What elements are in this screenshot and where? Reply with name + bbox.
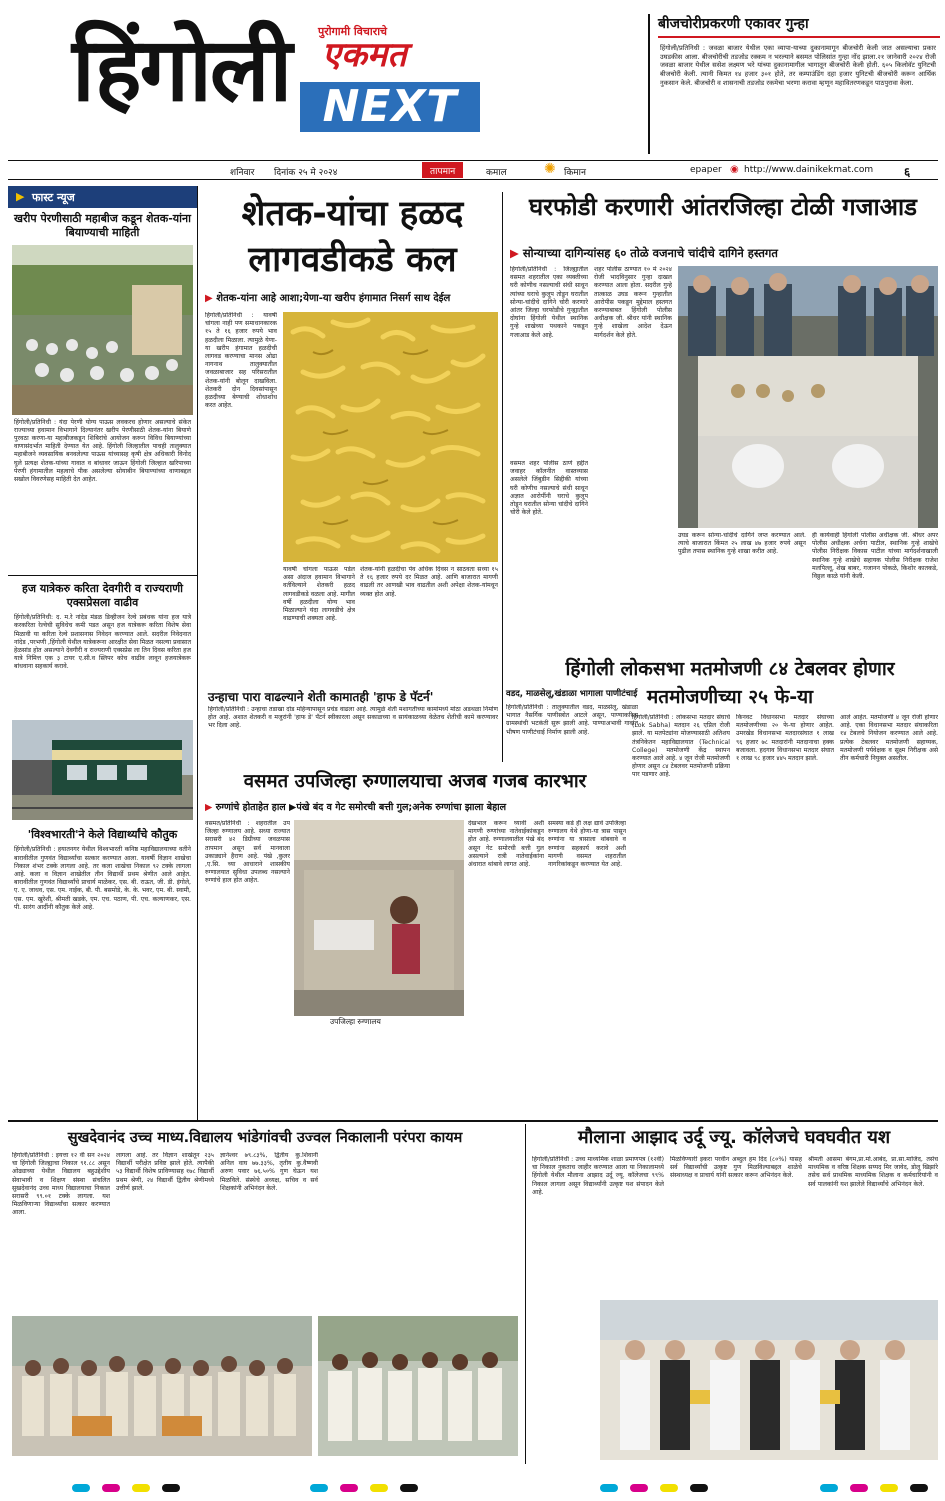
temp-max: कमाल	[486, 168, 507, 178]
masthead-brand: एकमत	[322, 35, 407, 75]
registration-mark-cyan-3	[600, 1484, 618, 1492]
burglary-body1: हिंगोली/प्रतिनिधी : जिल्ह्यातील वसमत शहरातील एका व्यक्तीच्या घरी कोणीच नसल्याची संधी साधून त्यांच्या घराचे कुलूप तोडून घरातील सोन्या-चांदीचे दागिने चोरी करणारे आंतर जिल्हा घरफोडीचे गुन्ह्यातील दोघांना हिंगोली येथील स्थानिक गुन्हे शाखेच्या पथकाने पकडून गजाआड केले आहे.	[510, 266, 588, 339]
urdu-photo	[600, 1300, 938, 1460]
sun-icon: ✺	[544, 161, 556, 177]
dateline-bar	[8, 160, 938, 180]
school-body1: हिंगोली/प्रतिनिधी : इयत्ता १२ वी सन २०२४ चा हिंगोली जिल्ह्याचा निकाल ९१.८८ असून ओढ्याच्या येथील विद्यालय बहुउद्देशीय सेवाभावी व शिक्षण संस्था संचलित सुखदेवानंद उच्च माध्य विद्यालयाचा निकाल सरासरी ९९.०१ टक्के लागला. यश मिळविणाऱ्या विद्यार्थ्यांचा सत्कार करण्यात आला.	[12, 1152, 110, 1217]
school-photo	[12, 1316, 312, 1456]
hospital-body2: देखभाल करून घ्यावी अशी मागणी रुग्णांच्या नातेवाईकांकडून होत आहे. रुग्णालयातील पंखे बंद असून गेट समोरची बत्ती गुल असल्याने रात्री नातेवाईकांना अंधारात थांबावे लागत आहे.	[468, 820, 544, 868]
dateline-day: शनिवार	[230, 168, 255, 178]
lower-divider	[8, 1120, 938, 1122]
hospital-body3: समस्या कडे ही लक्ष द्यावे उपजिल्हा रुग्णालय येथे होणा-या त्रास पासून रुग्णांना या त्रासाला थांबवावे व रुग्णांना सहकार्य करावे अशी मागणी वसमत शहरातील नागरिकांकडून करण्यात येत आहे.	[548, 820, 626, 868]
fast-news-label: फास्ट न्यूज	[32, 191, 75, 204]
registration-mark-black-3	[690, 1484, 708, 1492]
fast-news-item2-title: हज यात्रेकरु करिता देवगीरी व राज्यराणी एक्सप्रेसला वाढीव	[8, 575, 197, 613]
turmeric-deck	[205, 290, 500, 308]
epaper-label: epaper	[690, 165, 722, 175]
registration-mark-cyan-4	[820, 1484, 838, 1492]
globe-icon: ◉	[730, 164, 739, 175]
school-headline: सुखदेवानंद उच्च माध्य.विद्यालय भांडेगांवची उज्वल निकालानी परंपरा कायम	[67, 1130, 463, 1146]
hospital-caption: उपजिल्हा रुग्णालय	[330, 1017, 381, 1026]
urdu-body3: श्रीमती आसमा बेगम,प्रा.मो.आबेद, प्रा.सा.माजिद, तसेच माध्यमिक व वरिष्ठ शिक्षक सय्यद मिर जावेद, डोलू खिझांरे तसेच सर्व प्राथमिक माध्यमिक शिक्षक व कर्मचारियांनी व सर्व पालकांनी यश झालेले विद्यार्थ्यांचे अभिनंदन केले.	[808, 1156, 938, 1188]
masthead	[0, 0, 640, 155]
registration-mark-magenta-2	[340, 1484, 358, 1492]
hospital-deck-arrow-icon: ▶	[205, 802, 213, 813]
urdu-headline: मौलाना आझाद उर्दू ज्यू. कॉलेजचे घवघवीत यश	[577, 1127, 891, 1148]
water-body: हिंगोली/प्रतिनिधी : तालुक्यातील वडद, माळसेलू, खंडाळा भागात नैसर्गिक पाणीस्त्रोत आटले असून, पाण्याकरिता ग्रामस्थांची भटकंती सुरू झाली आहे. पाण्याअभावी गावांत भीषण पाणीटंचाई निर्माण झाली आहे.	[506, 704, 638, 736]
registration-mark-magenta-3	[630, 1484, 648, 1492]
counting-body2: किनवट विधानसभा मतदार संघाच्या मतमोजणीच्या २० फे-या होणार आहेत. उमरखेड विधानसभा मतदारसंघात १ लाख ९६ हजार ७८ मतदारांनी मतदानाचा हक्क बजावला. हदगाव विधानसभा मतदार संघात १ लाख ९८ हजार ४४५ मतदान झाले.	[736, 714, 834, 762]
counting-headline: हिंगोली लोकसभा मतमोजणी ८४ टेबलवर होणार मतमोजणीच्या २५ फे-या	[565, 658, 895, 708]
topright-body: हिंगोली/प्रतिनिधी : जवळा बाजार येथील एका व्यापा-याच्या दुकानामागून बीजचोरी केली जात असल्याचा प्रकार उघडकीस आला. बीजचोरीची तडजोड रक्कम न भरल्याने बसमत पोलिसांत गुन्हा नोंद झाला.२१ जानेवारी २०२४ रोजी जवळा बाजार येथील ससेश लक्ष्मण भरे यांच्या दुकानामागील भागातून बीजचोरी केली होती. ६०५ किलोवॅट युनिटची बीजचोरी केली. त्यानी किमत १४ हजार ३०१ होते, तर कम्पाउंडिंग दहा हजार युनिटची बीजचोरी करून आर्थिक नुकसान केले. बीजचोरी व शासनाची तडजोड रकमेचा भरणा करावा म्हणून महावितरणकडून पाठपुरावा केला.	[660, 44, 936, 87]
bottom-column-divider	[525, 1124, 526, 1464]
turmeric-photo	[283, 312, 498, 562]
urdu-body1: हिंगोली/प्रतिनिधी : उच्च माध्यमिक शाळा प्रमाणपत्र (१२वी) चा निकाल नुकताच जाहीर करण्यात आला या निकालामध्ये हिंगोली येथील मौलाना आझाद उर्दू ज्यू. कॉलेजचा ९९% निकाल लागला असून विद्यार्थ्यांनी उत्कृष्ट यश संपादन केले आहे.	[532, 1156, 664, 1196]
turmeric-deck-text: शेतक-यांना आहे आशा;येणा-या खरीप हंगामात निसर्ग साथ देईल	[216, 293, 451, 304]
fast-news-column	[8, 186, 198, 1121]
burglary-body3: शहर पोलीस ठाण्यात १० मे २०२४ रोजी भादविनुसार गुन्हा दाखल करण्यात आला होता. सदरील गुन्हे तात्काळ उघड करून गुन्हातील आरोपीस पकडून मुद्देमाल हस्तगत करण्याबाबत हिंगोली पोलीस अधीक्षक जी. श्रीधर यांनी स्थानिक गुन्हे शाखेला आदेश देऊन मार्गदर्शन केले होते.	[594, 266, 672, 339]
burglary-headline: घरफोडी करणारी आंतरजिल्हा टोळी गजाआड	[528, 193, 918, 221]
page-number: ६	[904, 165, 911, 179]
burglary-deck	[510, 246, 938, 261]
hospital-body1: वसमत/प्रतिनिधी : शहरातील उप जिल्हा रुग्णालय आहे. सध्या राज्यात सरासरी ४२ डिग्रीच्या जवळपास तापमान असून सर्व मानवाला उकाड्याने हैराण आहे. पंखे ,कुलर ,ए.सि. च्या आधाराने शासकीय रुग्णालयात सुविधा उपलब्ध नसल्याने रुग्णांचे हाल होत आहेत.	[205, 820, 290, 885]
burglary-body4: उघड करून सोन्या-चांदीचे दागिने जप्त करण्यात आले. त्याचे बाजारात किंमत २५ लाख ४७ हजार रुपये असून पुढील तपास स्थानिक गुन्हे शाखा करीत आहे.	[678, 532, 806, 556]
train-photo	[12, 720, 193, 820]
water-headline: वडद, माळसेलू,खंडाळा भागाला पाणीटंचाई	[506, 689, 638, 699]
registration-mark-yellow-3	[660, 1484, 678, 1492]
burglary-deck-text: सोन्याच्या दागिन्यांसह ६० तोळे वजनाचे चांदीचे दागिने हस्तगत	[522, 246, 778, 260]
temp-label: तापमान	[422, 162, 463, 178]
dateline-date: दिनांक २५ मे २०२४	[274, 168, 338, 178]
registration-mark-black	[162, 1484, 180, 1492]
temp-min: किमान	[564, 168, 586, 178]
arrow-icon: ▶	[16, 190, 25, 203]
burglary-body2: वसमत शहर पोलीस ठाणे हद्दीत जवाहर कॉलनीत वास्तव्यास असलेले जिंबुडीन सिद्दीकी यांच्या घरी कोणीच नसल्याचे संधी साधून अज्ञात आरोपींनी घराचे कुलूप तोडून घरातील सोन्या चांदीचे दागिने चोरी केले होते.	[510, 460, 588, 517]
masthead-tagline: पुरोगामी विचाराचे	[318, 25, 388, 38]
registration-mark-cyan-2	[310, 1484, 328, 1492]
masthead-hingoli: हिंगोली	[72, 18, 291, 121]
police-photo	[678, 266, 938, 528]
turmeric-body2: यावर्षी चांगला पाऊस पडेल असा अंदाज हवामान विभागाने वर्तविल्याने शेतकरी हळद लागवडीकडे वळला आहे. मागील वर्षी हळदीला योग्य भाव मिळाल्याने यंदा लागवडीचे क्षेत्र वाढण्याची शक्यता आहे.	[283, 566, 355, 623]
topright-story	[648, 14, 940, 154]
fast-news-label-bar	[8, 186, 197, 208]
topright-title: बीजचोरीप्रकरणी एकावर गुन्हा	[658, 14, 940, 38]
burglary-deck-arrow-icon: ▶	[510, 246, 519, 260]
registration-mark-yellow-2	[370, 1484, 388, 1492]
turmeric-headline: शेतक-यांचा हळद लागवडीकडे कल	[241, 194, 464, 280]
turmeric-body1: हिंगोली/प्रतिनिधी : यावर्षी चांगला नाही पण समाधानकारक १५ ते १६ हजार रुपये भाव हळदीला मिळाला. त्यामुळे येणा-या खरीप हंगामात हळदीची लागवड करण्याचा मानस ओढा नागनाथ तालुक्यातील जवळाबाजार सह परिसरातील शेतक-यांनी बोलून दाखविला. शेतकरी दोन दिवसांपासून हळदीच्या बेण्याची शोधाशोध करत आहेत.	[205, 312, 277, 410]
counting-body1: हिंगोली/प्रतिनिधी : लोकसभा मतदार संघाचे (Lok Sabha) मतदान २६ एप्रिल रोजी झाले. या मतपेट्यांना मोजण्यासाठी अतिशय तंत्रनिकेतन महाविद्यालयात (Technical College) मतमोजणी केंद्र स्थापन करण्यात आले आहे. ४ जून रोजी मतमोजणी होणार असून ८४ टेबलवर मतमोजणी प्रक्रिया पार पडणार आहे.	[632, 714, 730, 779]
hospital-headline: वसमत उपजिल्हा रुग्णालयाचा अजब गजब कारभार	[243, 771, 587, 792]
masthead-next: NEXT	[300, 82, 480, 132]
fast-news-item2-body: हिंगोली/प्रतिनिधी: द. म.रे नांदेड मंडळ डिव्हीजन रेल्वे प्रबंधक यांना हज यात्रे करकरिता रेल्वेची सुविधेच कमी पडत असून हज यात्रेकरू करिता विशेष सेवा मिळावी या करिता रेल्वे प्रशासनास निवेदन करण्यात आले. सदरील निवेदनात नांदेड ,परभणी ,हिंगोली येथील यात्रेकरूना आरक्षीत सेवा मिळत नसल्या प्रवासात हेळसांड होत असल्याने देवगीरी व राज्यराणी एक्सप्रेस ला तिन दिवस करिता हज यात्रे निमित्त एक ३ टायर ए.सी.व स्लिपर कोच वाढीव लावून हजयात्रेकरू बांधवाना सहकार्य करावे.	[14, 614, 191, 671]
burglary-body5: ही कार्यवाही हिंगोली पोलीस अधीक्षक जी. श्रीधर अपर पोलीस अधीक्षक अर्चना पाटील, स्थानिक गुन्हे शाखेचे पोलीस निरीक्षक विकास पाटील यांच्या मार्गदर्शनाखाली स्थानिक गुन्हे शाखेचे सहायक पोलीस निरीक्षक राजेश मलपिल्लू, शेख बाबर, गजानन पोकळे, किशोर कातकडे, विठ्ठल काळे यांनी केली.	[812, 532, 938, 580]
epaper-url[interactable]: http://www.dainikekmat.com	[744, 165, 874, 175]
turmeric-deck-arrow-icon: ▶	[205, 293, 213, 304]
halfday-headline: उन्हाचा पारा वाढल्याने शेती कामातही 'हाफ डे पॅटर्न'	[208, 690, 434, 704]
school-body2: लागला आहे. तर विज्ञान शाखेतून २३५ विद्यार्थी परीक्षेत प्रविष्ट झाले होते. त्यापैकी ५३ विद्यार्थी विशेष प्राविण्यासह १७८ विद्यार्थी प्रथम श्रेणी, २४ विद्यार्थी द्वितीय श्रेणीमध्ये उत्तीर्ण झाले.	[116, 1152, 214, 1192]
hospital-deck-text: रुग्णांचे होताहेत हाल ▶पंखे बंद व गेट समोरची बत्ती गुल;अनेक रुग्णांचा झाला बेहाल	[215, 802, 507, 813]
halfday-body: हिंगोली/प्रतिनिधी : उन्हाचा तडाखा दोड महिन्यापासून प्रचंड वाढला आहे. त्यामुळे शेती मशागतीच्या कामांमध्ये मोठा अडथळा निर्माण होत आहे. अशात शेतकरी व मजुरांनी 'हाफ डे' पॅटर्न स्वीकारला असून सकाळच्या व सायंकाळच्या वेळेतच शेतीची कामे करण्यावर भर दिला आहे.	[208, 706, 498, 730]
school-body3: ज्ञानेश्वर ७९.८३%, द्वितीय कु.शिवानी अनिल वाघ ७७.३३%, तृतीय कु.वैष्णवी अरुण पवार ७६.५०% गुण घेऊन यश मिळविले. संस्थेचे अध्यक्ष, सचिव व सर्व शिक्षकांनी अभिनंदन केले.	[220, 1152, 318, 1192]
registration-mark-magenta-4	[850, 1484, 868, 1492]
column-divider	[502, 192, 503, 762]
fast-news-item3-body: हिंगोली/प्रतिनिधी : हयातनगर येथील विश्वभारती कनिष्ठ महाविद्यालयाच्या वतीने बारावीतील गुणवंत विद्यार्थ्यांचा सत्कार करण्यात आला. यावर्षी विज्ञान शाखेचा निकाल शंभर टक्के लागला आहे. तर कला शाखेचा निकाल ९२ टक्के लागला आहे. कला व विज्ञान शाखेतील तीन विद्यार्थी प्रथम श्रेणीत आले आहेत. बारावीतील गुणवंत विद्यार्थ्यांचे प्राचार्य माळेकर, एस. बी. राऊत, जी. डी. इंगोले, ए. ए. जाधव, एस. एम. नाईक, बी. पी. बसमोडे, के. के. भवर, एम. बी. स्वामी, एस. एम. खुरेशी, श्रीमती खडके, एम. एच. पठाण, पी. एच. कल्याणकर, एस. पी. सारंग आदींनी कौतुक केले आहे.	[14, 846, 191, 911]
fast-news-item1-title: खरीप पेरणीसाठी महाबीज कडून शेतक-यांना बियाण्याची माहिती	[14, 212, 191, 240]
turmeric-body3: शेतक-यांनी हळदीचा पेव अधिक दिवस न साठवता सध्या १५ ते १६ हजार रुपये दर मिळत आहे. आणि बाजारात मागणी वाढली तर आणखी भाव वाढतील अशी अपेक्षा शेतक-यांमधून व्यक्त होत आहे.	[360, 566, 498, 598]
school-photo-2	[318, 1316, 518, 1456]
meeting-photo	[12, 245, 193, 415]
hospital-photo	[294, 820, 464, 1016]
fast-news-item3-title: 'विश्वभारती'ने केले विद्यार्थ्यांचे कौतुक	[27, 828, 178, 842]
registration-mark-magenta	[102, 1484, 120, 1492]
registration-mark-yellow-4	[880, 1484, 898, 1492]
urdu-body2: मिळविण्यारी इकरा परवीन अब्दुल हम दिद (८०%) यासह सर्व विद्यार्थ्यांची उत्कृष्ट गुण मिळविल्याबद्दल शाळेचे संस्थाध्यक्ष व प्राचार्य यांनी सत्कार करून अभिनंदन केले.	[670, 1156, 802, 1180]
registration-mark-black-2	[400, 1484, 418, 1492]
hospital-deck	[205, 800, 625, 813]
fast-news-item1-body: हिंगोली/प्रतिनिधी : यंदा पेरणी योग्य पाऊस लवकरच होणार असल्याचे संकेत राज्याच्या हवामान विभागाने दिल्यानंतर खरीप पेरणीसाठी शेतक-यांना बियाणे पुरवठा करणा-या महाबीजकडून शिबिरांचे आयोजन करून विविध बियाण्यांच्या वाणासंदर्भात माहिती देण्यात येत आहे. हिंगोली जिल्हातील पाचही तालुक्यात महाबीजने व्यवसायिक बनवलेल्या पाऊस यांच्यासह कृषी क्षेत्र अधिकारी विनोद घुले प्रत्यक्ष शेतक-यांच्या गावात व बांधावर जाऊन हिंगोली जिल्हात खरिपाच्या पेरणी हंगामातील महत्वाचे पीक असलेल्या सोयाबीन बियाण्यांच्या वाणाबद्दल सखोल विवरणेसह माहिती देत आहेत.	[14, 418, 191, 483]
registration-mark-black-4	[910, 1484, 928, 1492]
registration-mark-yellow	[132, 1484, 150, 1492]
registration-mark-cyan	[72, 1484, 90, 1492]
counting-body3: आले आहेत. मतमोजणी ४ जून रोजी होणार आहे. एका विधानसभा मतदार संघाकरिता १४ टेबलचे नियोजन करण्यात आले आहे. प्रत्येक टेबलवर मतमोजणी सहाय्यक, मतमोजणी पर्यवेक्षक व सूक्ष्म निरीक्षक असे तीन कर्मचारी नियुक्त असतील.	[840, 714, 938, 762]
